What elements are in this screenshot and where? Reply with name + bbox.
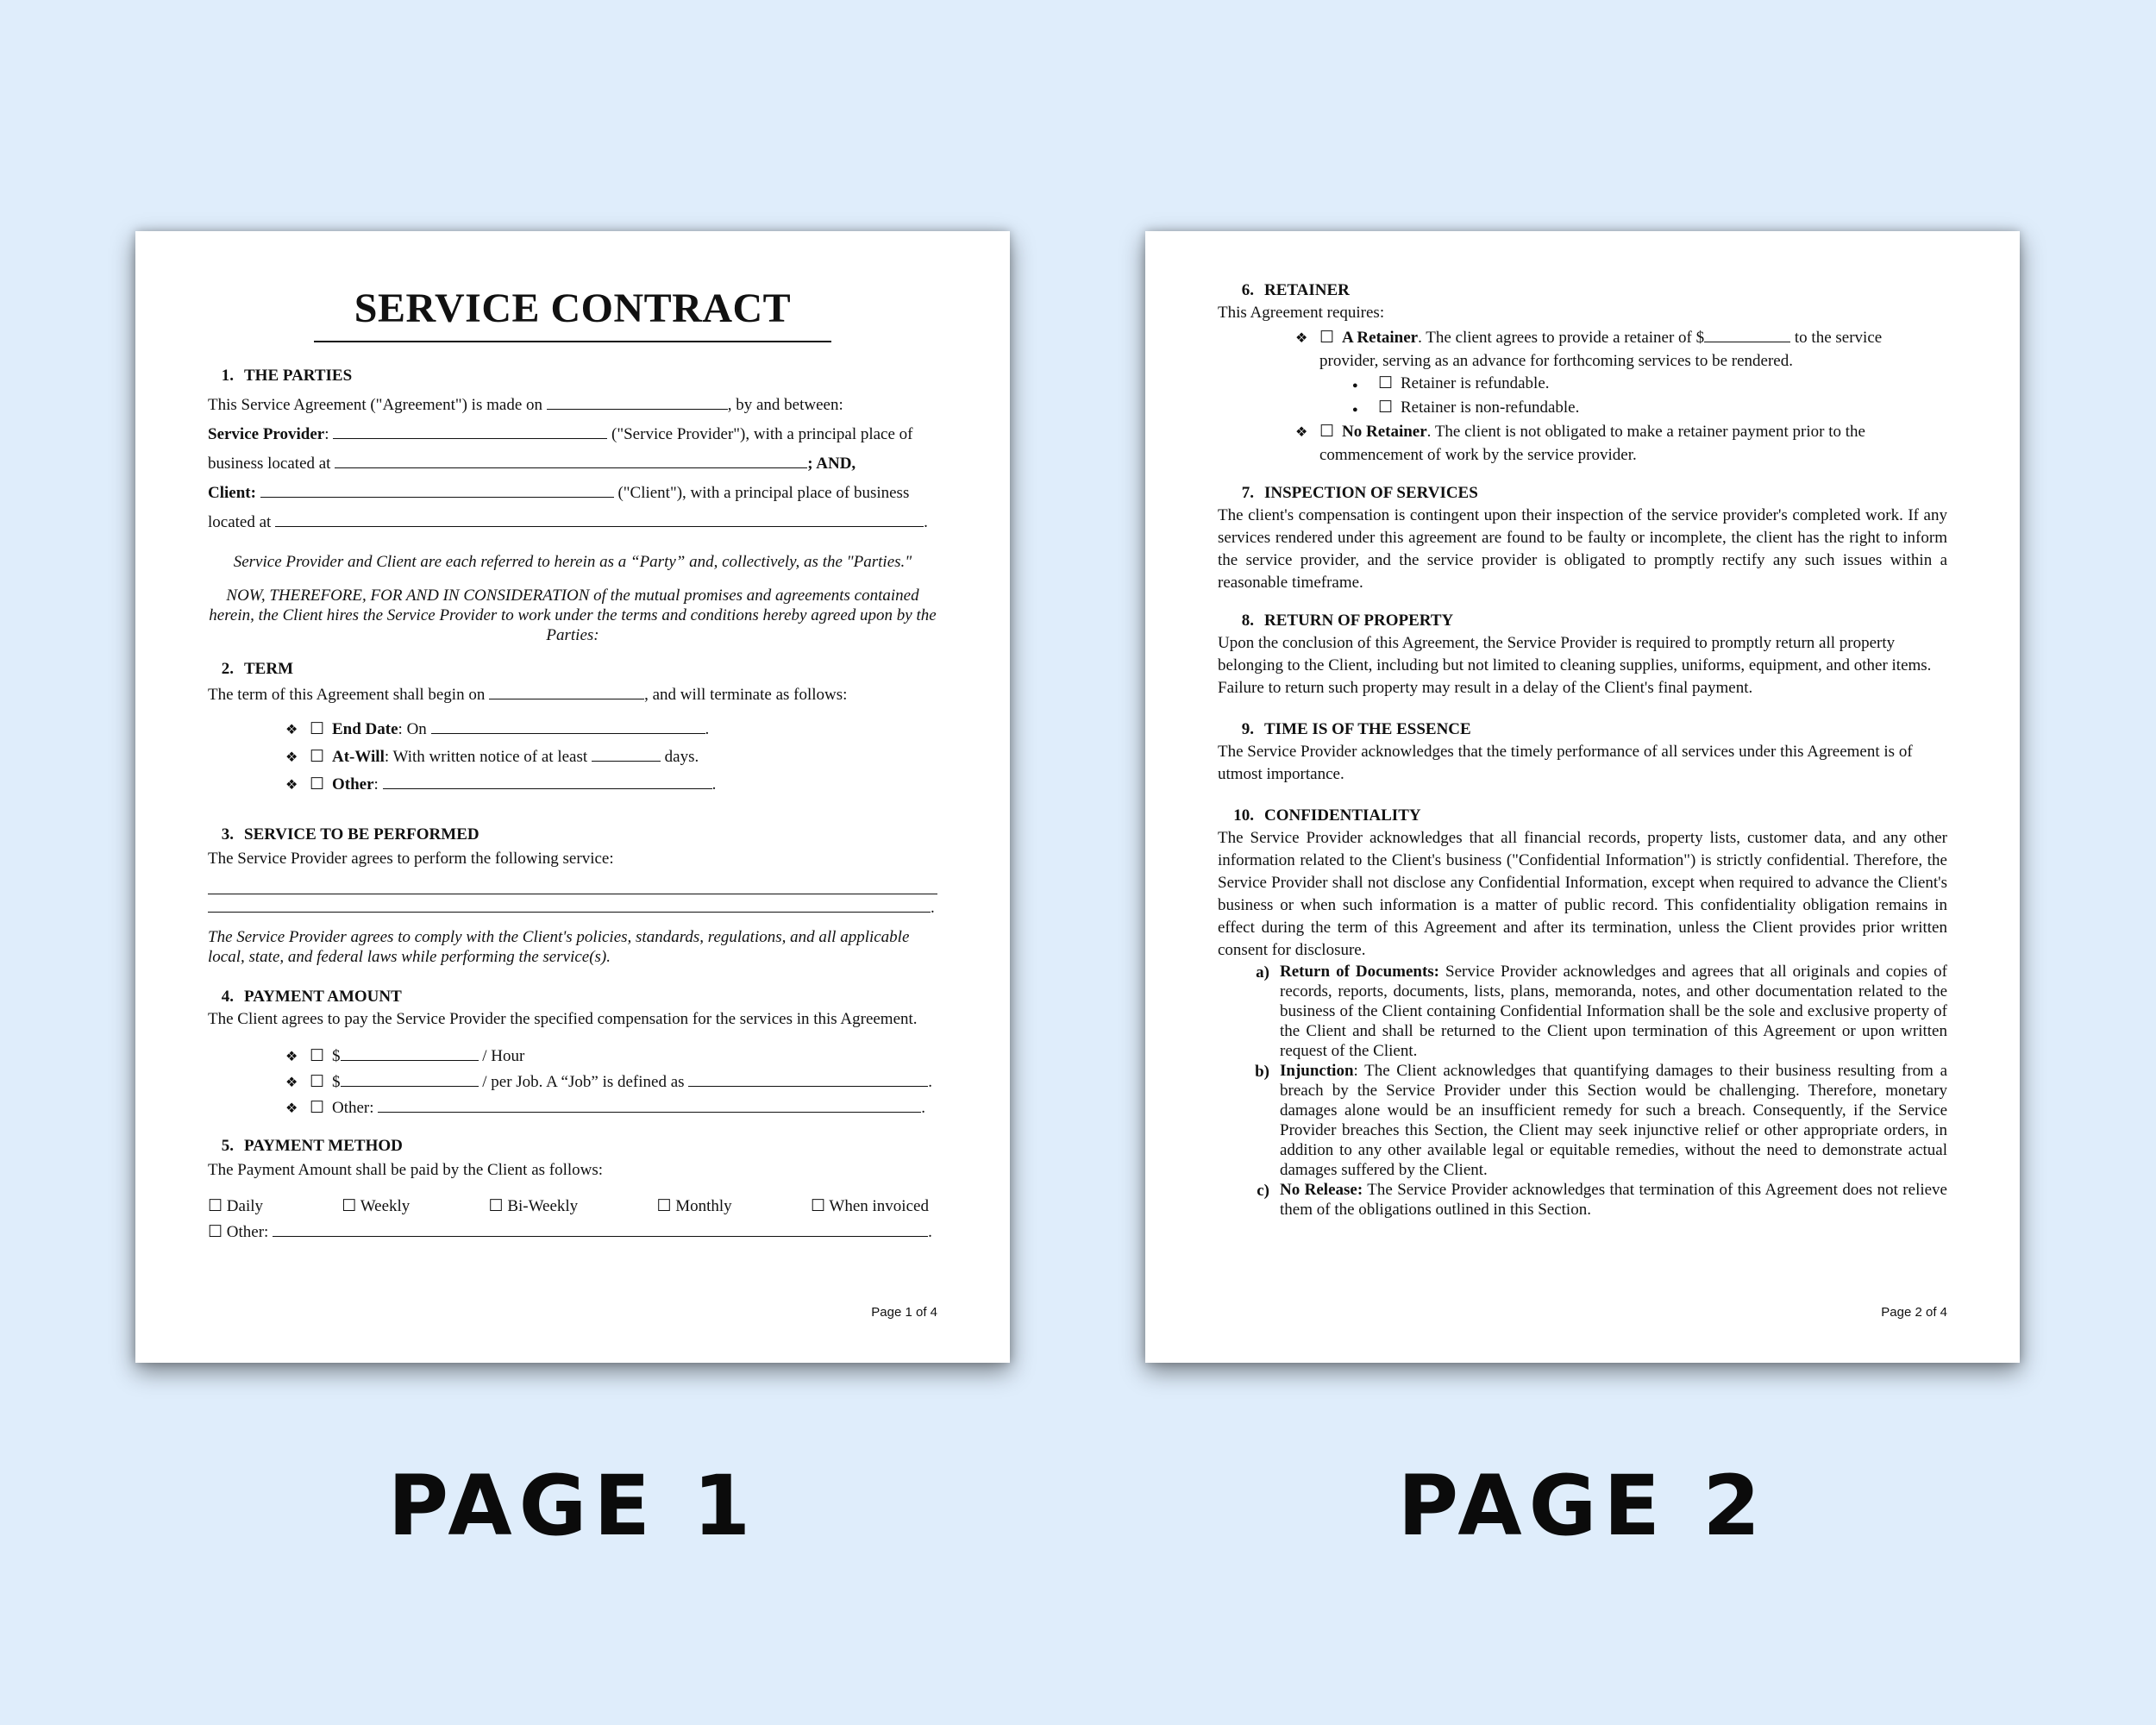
section-heading: 7. INSPECTION OF SERVICES: [1241, 484, 1478, 502]
client-address-line: located at .: [208, 508, 937, 537]
client-address-blank[interactable]: [275, 509, 924, 527]
parties-definition: Service Provider and Client are each referred to herein as a “Party” and, collectively, as the "Parties.": [233, 553, 912, 571]
client-line: Client: ("Client"), with a principal place of business: [208, 479, 937, 508]
no-retainer-line-2: commencement of work by the service provider.: [1319, 446, 1637, 464]
checkbox-icon[interactable]: ☐: [310, 1047, 325, 1065]
diamond-bullet-icon: ❖: [1295, 425, 1308, 440]
service-blank-1[interactable]: [208, 871, 937, 894]
diamond-bullet-icon: ❖: [285, 1101, 298, 1116]
confidentiality-body: The Service Provider acknowledges that all financial records, property lists, customer data, and any other information related to the Client's business ("Confidential Information") is strictly confidential. Therefore, the Service Provider shall not disclose any Confidential Information, except when required to advance the Client's business or when such information is a matter of public record. This confidentiality obligation remains in effect during the term of this Agreement and after its termination, unless the Client provides prior written consent for disclosure.: [1218, 829, 1947, 959]
term-start-blank[interactable]: [489, 681, 644, 699]
page-number: Page 1 of 4: [871, 1305, 937, 1320]
checkbox-icon[interactable]: ☐: [342, 1197, 357, 1215]
payment-method-options: [208, 1195, 937, 1219]
diamond-bullet-icon: ❖: [285, 778, 298, 793]
return-property-body: Upon the conclusion of this Agreement, the Service Provider is required to promptly return all property belonging to the Client, including but not limited to cleaning supplies, uniforms, equipment, and other items. Failure to return such property may result in a delay of the Client's final payment.: [1218, 634, 1932, 697]
section-heading: 6. RETAINER: [1241, 281, 1350, 299]
term-start-line: The term of this Agreement shall begin on , and will terminate as follows:: [208, 681, 937, 707]
clause-return-documents: a) Return of Documents: Service Provider acknowledges and agrees that all originals and copies of records, reports, documents, lists, plans, memoranda, notes, and other documentation related to the business of the Client containing Confidential Information shall be the sole and exclusive property of the Client and shall be returned to the Client upon termination of this Agreement or upon written request of the Client.: [1256, 963, 1947, 1060]
section-confidentiality: [1218, 805, 1947, 1220]
clause-injunction: b) Injunction: The Client acknowledges that quantifying damages to their business resulting from a breach by the Service Provider under this Section would be challenging. Therefore, monetary damages alone would be an insufficient remedy for such a breach. Consequently, if the Service Provider breaches this Section, the Client may seek injunctive relief or other appropriate orders, in addition to any other available legal or equitable remedies, without the need to demonstrate actual damages suffered by the Client.: [1255, 1062, 1947, 1179]
checkbox-icon[interactable]: ☐: [310, 1073, 325, 1091]
client-blank[interactable]: [260, 480, 614, 498]
section-heading: 2. TERM: [221, 660, 293, 678]
section-term: [208, 657, 937, 799]
option-monthly[interactable]: ☐ Monthly: [656, 1197, 732, 1215]
option-weekly[interactable]: ☐ Weekly: [342, 1197, 411, 1215]
payment-options: [285, 1043, 937, 1120]
section-heading: 9. TIME IS OF THE ESSENCE: [1241, 720, 1471, 738]
term-options: [285, 716, 937, 799]
diamond-bullet-icon: ❖: [285, 1050, 298, 1064]
title-underline: [314, 341, 831, 342]
section-payment-amount: [208, 986, 937, 1120]
caption-page-1: PAGE 1: [387, 1458, 758, 1554]
diamond-bullet-icon: ❖: [1295, 331, 1308, 346]
document-page-1: [135, 231, 1010, 1363]
service-blank-line-2: .: [208, 894, 937, 920]
retainer-refundable: ● ☐ Retainer is refundable.: [1352, 373, 1947, 397]
section-heading: 10. CONFIDENTIALITY: [1233, 806, 1421, 825]
service-intro: The Service Provider agrees to perform the following service:: [208, 850, 614, 868]
date-blank[interactable]: [547, 392, 728, 410]
retainer-line-2: provider, serving as an advance for forthcoming services to be rendered.: [1319, 352, 1793, 370]
checkbox-icon[interactable]: ☐: [488, 1197, 504, 1215]
caption-page-2: PAGE 2: [1397, 1458, 1768, 1554]
section-retainer: [1218, 279, 1947, 467]
service-provider-line: Service Provider: ("Service Provider"), with a principal place of: [208, 420, 937, 449]
retainer-option-no: ❖ ☐ No Retainer. The client is not obligated to make a retainer payment prior to the: [1295, 421, 1947, 444]
provider-address-blank[interactable]: [335, 450, 807, 468]
consideration-clause: NOW, THEREFORE, FOR AND IN CONSIDERATION of the mutual promises and agreements contained herein, the Client hires the Service Provider to work under the terms and conditions hereby agreed upon by the Parties:: [209, 586, 937, 644]
section-heading: 4. PAYMENT AMOUNT: [221, 988, 402, 1006]
section-heading: 5. PAYMENT METHOD: [221, 1137, 403, 1155]
end-date-blank[interactable]: [431, 716, 705, 734]
payment-option-hourly: ❖ ☐ $ / Hour: [285, 1043, 937, 1069]
term-other-blank[interactable]: [383, 771, 712, 789]
payment-option-other: ❖ ☐ Other: .: [285, 1095, 937, 1120]
diamond-bullet-icon: ❖: [285, 1076, 298, 1090]
option-bi-weekly[interactable]: ☐ Bi-Weekly: [488, 1197, 579, 1215]
checkbox-icon[interactable]: ☐: [1378, 398, 1394, 417]
section-payment-method: [208, 1134, 937, 1245]
payment-other-blank[interactable]: [378, 1095, 921, 1113]
section-heading: 1. THE PARTIES: [221, 367, 353, 385]
checkbox-icon[interactable]: ☐: [1378, 374, 1394, 392]
checkbox-icon[interactable]: ☐: [310, 748, 325, 766]
payment-method-other: ☐ Other: .: [208, 1219, 937, 1245]
term-option-end-date: ❖ ☐ End Date: On .: [285, 716, 937, 743]
bullet-dot-icon: ●: [1352, 405, 1358, 415]
checkbox-icon[interactable]: ☐: [208, 1223, 223, 1241]
retainer-amount-blank[interactable]: [1704, 324, 1790, 342]
section-parties: [208, 361, 937, 645]
section-return-property: [1218, 610, 1947, 699]
retainer-intro: This Agreement requires:: [1218, 304, 1385, 322]
retainer-option-yes: ❖ ☐ A Retainer. The client agrees to provide a retainer of $ to the service: [1295, 324, 1947, 350]
option-when-invoiced[interactable]: ☐ When invoiced: [810, 1197, 929, 1215]
section-heading: 3. SERVICE TO BE PERFORMED: [221, 825, 479, 844]
payment-option-job: ❖ ☐ $ / per Job. A “Job” is defined as .: [285, 1069, 937, 1095]
retainer-sub-options: [1352, 373, 1947, 421]
diamond-bullet-icon: ❖: [285, 723, 298, 737]
method-other-blank[interactable]: [273, 1219, 928, 1237]
notice-days-blank[interactable]: [592, 743, 661, 762]
checkbox-icon[interactable]: ☐: [208, 1197, 223, 1215]
bullet-dot-icon: ●: [1352, 380, 1358, 391]
term-option-other: ❖ ☐ Other: .: [285, 771, 937, 799]
option-daily[interactable]: ☐ Daily: [208, 1197, 264, 1215]
checkbox-icon[interactable]: ☐: [656, 1197, 672, 1215]
hourly-rate-blank[interactable]: [341, 1043, 479, 1061]
service-provider-blank[interactable]: [333, 421, 607, 439]
retainer-non-refundable: ● ☐ Retainer is non-refundable.: [1352, 397, 1947, 421]
document-page-2: [1145, 231, 2020, 1363]
diamond-bullet-icon: ❖: [285, 750, 298, 765]
compliance-clause: The Service Provider agrees to comply with the Client's policies, standards, regulations, and all applicable local, state, and federal laws while performing the service(s).: [208, 928, 910, 966]
checkbox-icon[interactable]: ☐: [1319, 329, 1335, 347]
section-time-essence: [1218, 718, 1947, 786]
page-title: SERVICE CONTRACT: [354, 285, 792, 331]
checkbox-icon[interactable]: ☐: [810, 1197, 825, 1215]
section-inspection: [1218, 482, 1947, 594]
provider-address-line: business located at ; AND,: [208, 449, 937, 479]
clause-no-release: c) No Release: The Service Provider acknowledges that termination of this Agreement does not relieve them of the obligations outlined in this Section.: [1257, 1181, 1947, 1219]
job-definition-blank[interactable]: [688, 1069, 928, 1087]
job-rate-blank[interactable]: [341, 1069, 479, 1087]
time-essence-body: The Service Provider acknowledges that the timely performance of all services under this Agreement is of utmost importance.: [1218, 743, 1913, 783]
payment-method-intro: The Payment Amount shall be paid by the Client as follows:: [208, 1161, 604, 1179]
payment-intro: The Client agrees to pay the Service Provider the specified compensation for the services in this Agreement.: [208, 1010, 918, 1028]
inspection-body: The client's compensation is contingent upon their inspection of the service provider's completed work. If any services rendered under this agreement are found to be faulty or incomplete, the client has the right to inform the service provider, and the service provider is obligated to promptly rectify any such issues within a reasonable timeframe.: [1218, 506, 1947, 592]
section-service: [208, 823, 937, 967]
checkbox-icon[interactable]: ☐: [310, 1099, 325, 1117]
retainer-options: [1295, 324, 1947, 467]
agreement-date-line: This Service Agreement ("Agreement") is made on , by and between:: [208, 391, 937, 420]
checkbox-icon[interactable]: ☐: [1319, 423, 1335, 441]
page-number: Page 2 of 4: [1881, 1305, 1947, 1320]
section-heading: 8. RETURN OF PROPERTY: [1241, 612, 1454, 630]
checkbox-icon[interactable]: ☐: [310, 775, 325, 794]
checkbox-icon[interactable]: ☐: [310, 720, 325, 738]
service-blank-2[interactable]: [208, 894, 931, 913]
term-option-at-will: ❖ ☐ At-Will: With written notice of at least days.: [285, 743, 937, 771]
